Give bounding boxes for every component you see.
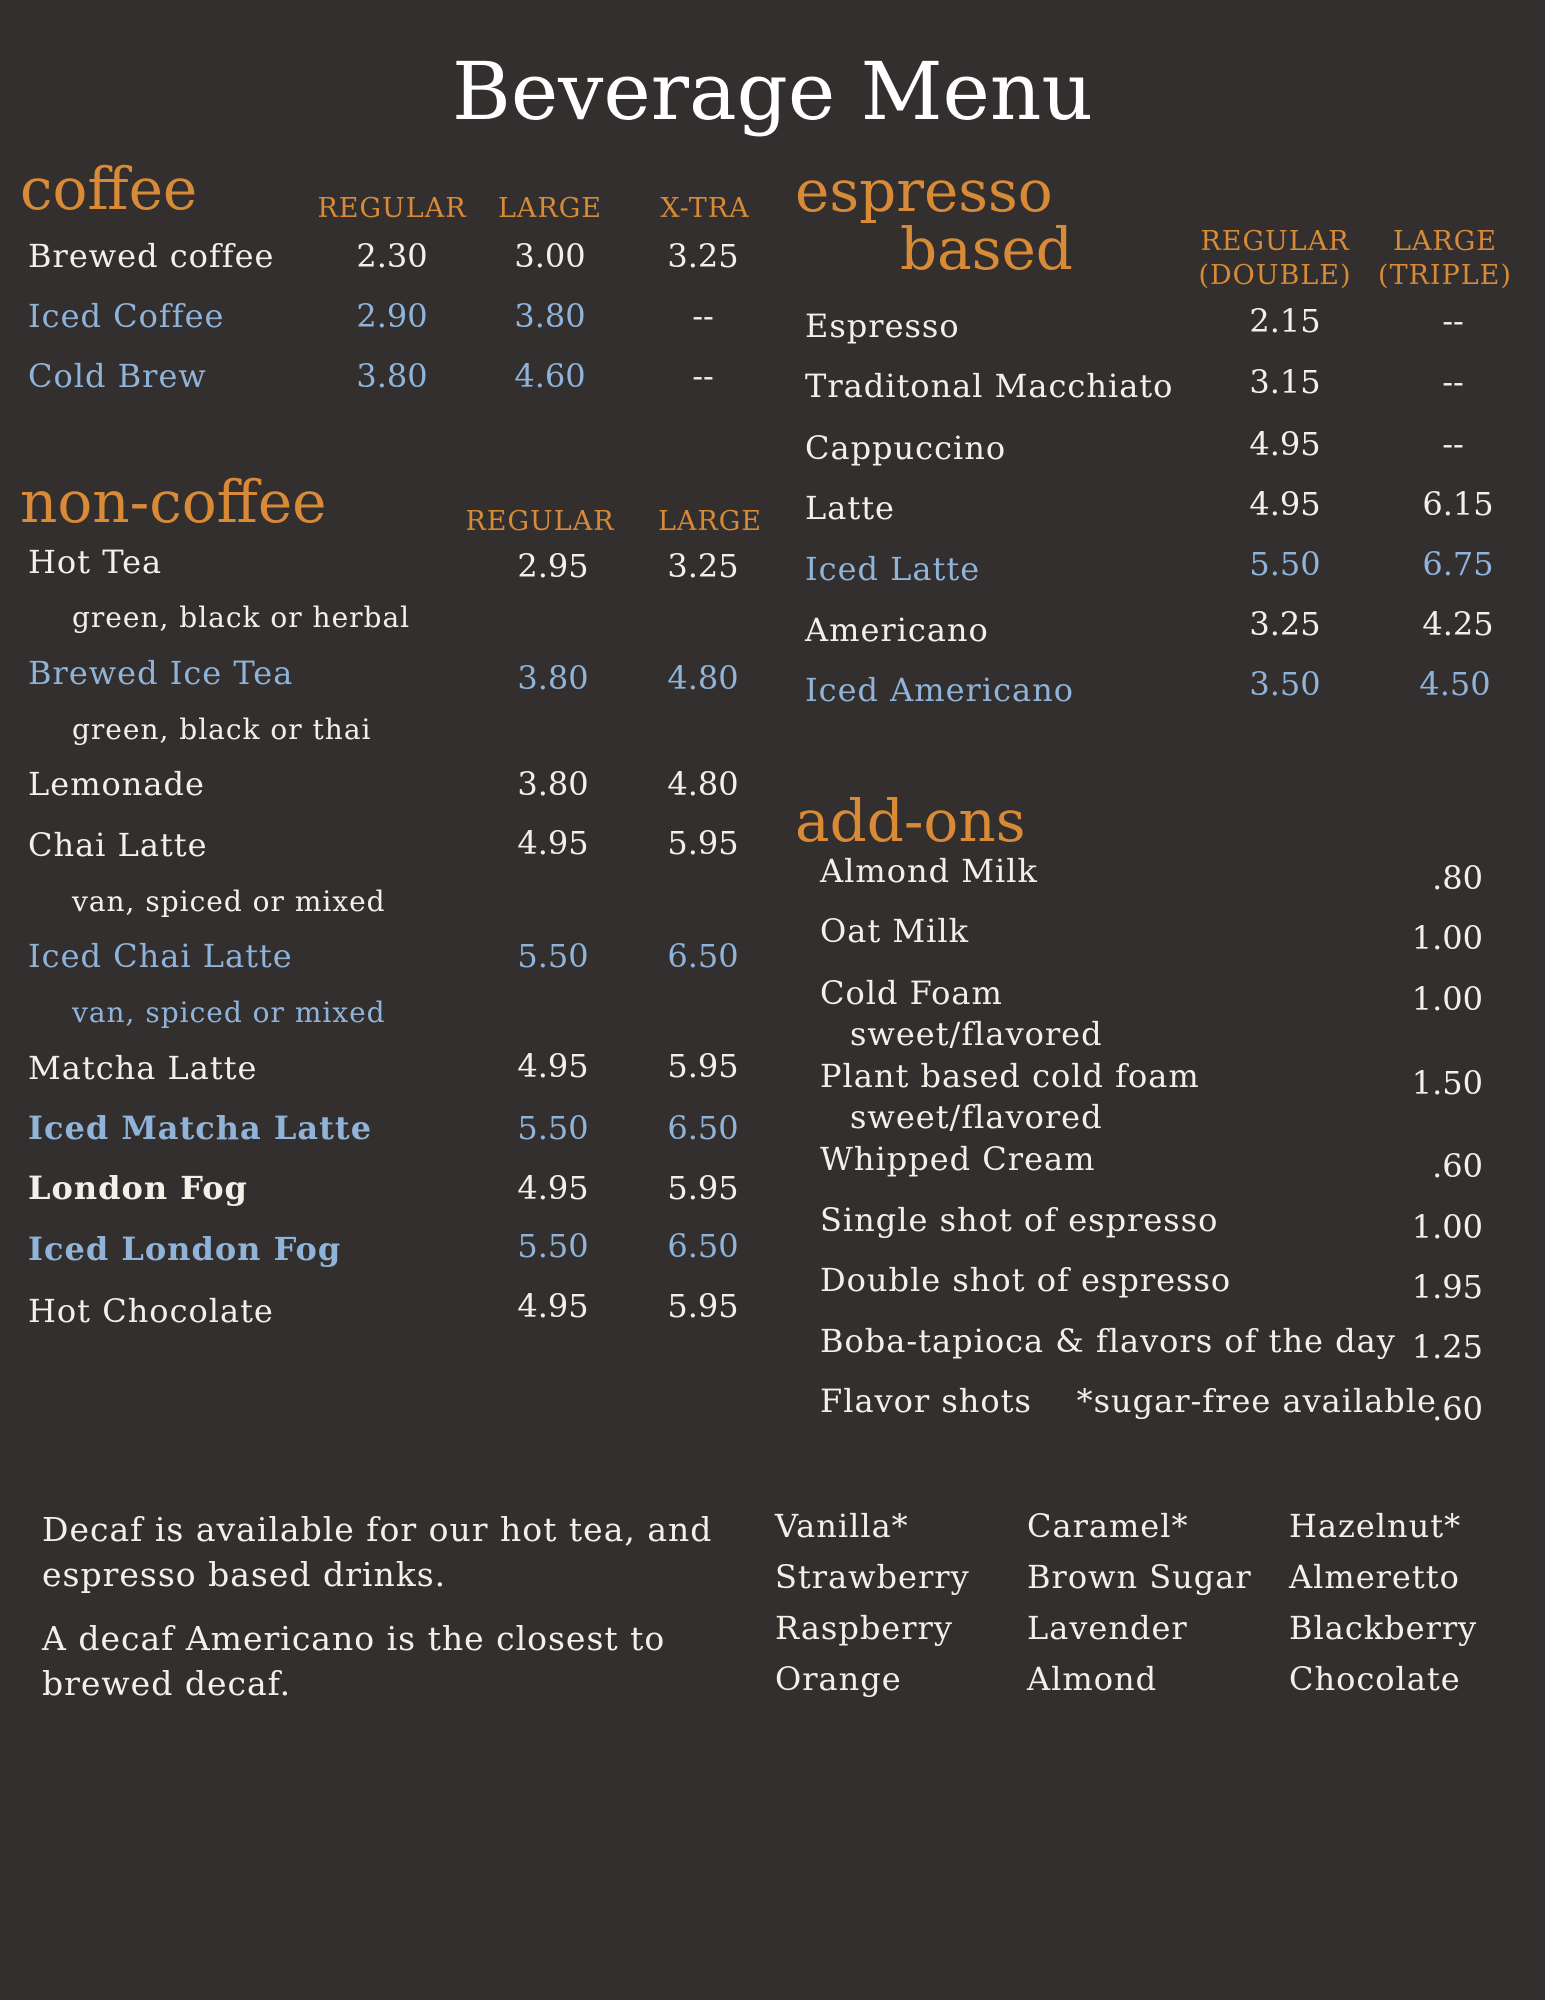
- noncoffee-col-regular: REGULAR: [465, 506, 615, 537]
- item-name: Hot Chocolate: [28, 1292, 274, 1330]
- price-large: 5.95: [667, 1169, 739, 1207]
- flavor-item: Orange: [775, 1660, 902, 1698]
- addon-price: .80: [1432, 859, 1483, 897]
- espresso-heading: espresso: [795, 157, 1053, 225]
- coffee-col-regular: REGULAR: [317, 193, 467, 224]
- flavor-item: Lavender: [1027, 1609, 1188, 1647]
- item-note: green, black or thai: [72, 713, 372, 746]
- addon-price: .60: [1432, 1147, 1483, 1185]
- price-large: 6.50: [667, 937, 739, 975]
- decaf-americano-note: A decaf Americano is the closest to brewed decaf.: [42, 1619, 666, 1703]
- item-name: Espresso: [805, 307, 960, 345]
- price-regular: 2.95: [517, 547, 589, 585]
- espresso-col-regular: [1190, 225, 1360, 293]
- flavor-item: Almond: [1027, 1660, 1158, 1698]
- page-title: Beverage Menu: [452, 45, 1093, 138]
- price-regular: 4.95: [1249, 425, 1321, 463]
- item-name: Traditonal Macchiato: [805, 367, 1174, 405]
- price-large: 5.95: [667, 1287, 739, 1325]
- espresso-heading-line2: based: [900, 215, 1073, 283]
- addons-heading: add-ons: [795, 787, 1026, 855]
- addon-price: 1.00: [1411, 1208, 1483, 1246]
- item-name: Brewed Ice Tea: [28, 654, 294, 692]
- item-name: Cappuccino: [805, 429, 1007, 467]
- price-regular: 4.95: [517, 824, 589, 862]
- addon-price: 1.00: [1411, 919, 1483, 957]
- price-regular: 3.80: [517, 765, 589, 803]
- addon-price: 1.25: [1411, 1328, 1483, 1366]
- item-name: Cold Brew: [28, 357, 207, 395]
- price-large: --: [1442, 363, 1464, 401]
- price-regular: 3.80: [356, 357, 428, 395]
- col-line1: LARGE: [1392, 226, 1498, 257]
- price-regular: 3.15: [1249, 363, 1321, 401]
- price-large: --: [1442, 302, 1464, 340]
- addon-name: Almond Milk: [820, 852, 1038, 890]
- addon-name: Oat Milk: [820, 912, 969, 950]
- item-name: Americano: [805, 611, 989, 649]
- price-large: 3.00: [514, 237, 586, 275]
- price-regular: 5.50: [517, 1227, 589, 1265]
- price-regular: 4.95: [517, 1169, 589, 1207]
- item-note: van, spiced or mixed: [72, 885, 386, 918]
- addon-note: sweet/flavored: [850, 1015, 1103, 1053]
- espresso-col-large: [1370, 225, 1520, 293]
- price-xtra: --: [692, 357, 714, 395]
- flavor-item: Blackberry: [1289, 1609, 1478, 1647]
- addon-note: sweet/flavored: [850, 1098, 1103, 1136]
- noncoffee-col-large: LARGE: [657, 506, 763, 537]
- item-name: Chai Latte: [28, 826, 208, 864]
- price-regular: 3.80: [517, 659, 589, 697]
- item-name: Lemonade: [28, 765, 205, 803]
- flavor-item: Strawberry: [775, 1558, 970, 1596]
- price-large: 6.50: [667, 1227, 739, 1265]
- item-name: Hot Tea: [28, 543, 163, 581]
- price-regular: 4.95: [517, 1047, 589, 1085]
- item-name: Iced London Fog: [28, 1230, 342, 1268]
- col-line2: (DOUBLE): [1198, 259, 1352, 291]
- price-large: 5.95: [667, 1047, 739, 1085]
- item-name: Iced Americano: [805, 671, 1074, 709]
- price-regular: 2.15: [1249, 302, 1321, 340]
- addon-name: Boba-tapioca & flavors of the day: [820, 1322, 1396, 1360]
- item-note: green, black or herbal: [72, 601, 411, 634]
- item-name: Iced Latte: [805, 550, 981, 588]
- price-large: 6.50: [667, 1109, 739, 1147]
- price-regular: 4.95: [1249, 485, 1321, 523]
- price-xtra: 3.25: [667, 237, 739, 275]
- item-name: Iced Coffee: [28, 297, 225, 335]
- addon-price: 1.95: [1411, 1268, 1483, 1306]
- price-xtra: --: [692, 297, 714, 335]
- price-large: 4.80: [667, 765, 739, 803]
- flavor-item: Chocolate: [1289, 1660, 1461, 1698]
- flavor-item: Almeretto: [1289, 1558, 1460, 1596]
- col-line2: (TRIPLE): [1378, 259, 1512, 291]
- addon-name: Whipped Cream: [820, 1140, 1096, 1178]
- addon-name: Cold Foam: [820, 974, 1003, 1012]
- coffee-col-large: LARGE: [497, 193, 603, 224]
- coffee-heading: coffee: [20, 155, 198, 223]
- price-large: 4.50: [1419, 665, 1491, 703]
- flavor-item: Hazelnut*: [1289, 1507, 1462, 1545]
- price-large: 6.15: [1422, 485, 1494, 523]
- noncoffee-heading: non-coffee: [20, 468, 327, 536]
- price-large: 5.95: [667, 824, 739, 862]
- item-name: Iced Chai Latte: [28, 937, 293, 975]
- flavor-item: Caramel*: [1027, 1507, 1189, 1545]
- addon-price: 1.00: [1411, 980, 1483, 1018]
- price-regular: 2.30: [356, 237, 428, 275]
- price-regular: 5.50: [517, 937, 589, 975]
- coffee-col-xtra: X-TRA: [660, 193, 750, 224]
- item-note: van, spiced or mixed: [72, 996, 386, 1029]
- addon-name: Single shot of espresso: [820, 1201, 1219, 1239]
- col-line1: REGULAR: [1200, 226, 1350, 257]
- addon-name: Flavor shots *sugar-free available: [820, 1382, 1437, 1420]
- flavor-item: Vanilla*: [775, 1507, 909, 1545]
- flavor-item: Brown Sugar: [1027, 1558, 1252, 1596]
- price-large: 3.80: [514, 297, 586, 335]
- price-regular: 3.25: [1249, 605, 1321, 643]
- decaf-note: Decaf is available for our hot tea, and espresso based drinks.: [42, 1510, 713, 1594]
- price-large: 4.25: [1422, 605, 1494, 643]
- item-name: London Fog: [28, 1169, 248, 1207]
- price-large: 4.60: [514, 357, 586, 395]
- price-regular: 5.50: [1249, 545, 1321, 583]
- price-large: 6.75: [1422, 545, 1494, 583]
- item-name: Brewed coffee: [28, 237, 275, 275]
- addon-price: .60: [1432, 1390, 1483, 1428]
- item-name: Iced Matcha Latte: [28, 1109, 373, 1147]
- price-large: --: [1442, 425, 1464, 463]
- price-regular: 3.50: [1249, 665, 1321, 703]
- price-large: 4.80: [667, 659, 739, 697]
- price-regular: 2.90: [356, 297, 428, 335]
- price-regular: 4.95: [517, 1287, 589, 1325]
- item-name: Latte: [805, 489, 895, 527]
- flavor-item: Raspberry: [775, 1609, 953, 1647]
- addon-price: 1.50: [1411, 1064, 1483, 1102]
- price-regular: 5.50: [517, 1109, 589, 1147]
- addon-name: Plant based cold foam: [820, 1057, 1200, 1095]
- price-large: 3.25: [667, 547, 739, 585]
- addon-name: Double shot of espresso: [820, 1261, 1232, 1299]
- item-name: Matcha Latte: [28, 1049, 258, 1087]
